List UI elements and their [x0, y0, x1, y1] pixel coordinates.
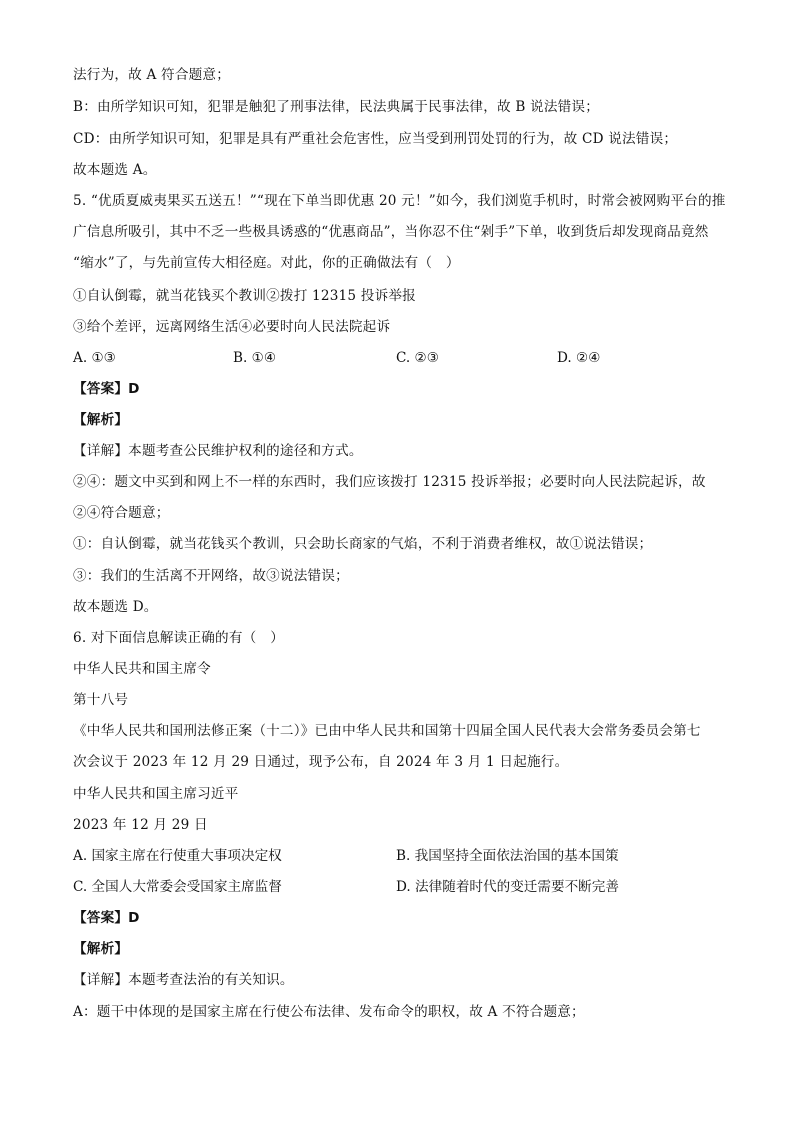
question-5-statement: ①自认倒霉，就当花钱买个教训②拨打 12315 投诉举报 [73, 288, 416, 304]
question-5-option-c: C. ②③ [396, 350, 439, 366]
question-6-stem: 6. 对下面信息解读正确的有（ ） [73, 630, 285, 646]
explanation-line: A：题干中体现的是国家主席在行使公布法律、发布命令的职权，故 A 不符合题意； [73, 1004, 585, 1020]
decree-signatory: 中华人民共和国主席习近平 [73, 786, 239, 802]
analysis-label: 【解析】 [73, 412, 129, 428]
conclusion-line: 故本题选 D。 [73, 599, 158, 615]
question-6-option-c: C. 全国人大常委会受国家主席监督 [73, 879, 282, 895]
answer-label: 【答案】D [73, 910, 140, 926]
decree-number: 第十八号 [73, 692, 129, 708]
text-line: B：由所学知识可知，犯罪是触犯了刑事法律，民法典属于民事法律，故 B 说法错误； [73, 99, 599, 115]
analysis-label: 【解析】 [73, 941, 129, 957]
question-5-option-a: A. ①③ [73, 350, 116, 366]
explanation-line: ②④：题文中买到和网上不一样的东西时，我们应该拨打 12315 投诉举报；必要时向人民法院起诉，故 [73, 474, 706, 490]
question-5-stem: “缩水”了，与先前宣传大相径庭。对此，你的正确做法有（ ） [73, 255, 460, 271]
explanation-line: ②④符合题意； [73, 505, 170, 521]
question-5-statement: ③给个差评，远离网络生活④必要时向人民法院起诉 [73, 319, 391, 335]
decree-date: 2023 年 12 月 29 日 [73, 817, 208, 833]
question-6-option-d: D. 法律随着时代的变迁需要不断完善 [396, 879, 619, 895]
text-line: 法行为，故 A 符合题意； [73, 67, 230, 83]
decree-body: 《中华人民共和国刑法修正案（十二）》已由中华人民共和国第十四届全国人民代表大会常务委员会第七 [73, 723, 701, 739]
detail-explanation: 【详解】本题考查公民维护权利的途径和方式。 [73, 443, 363, 459]
detail-explanation: 【详解】本题考查法治的有关知识。 [73, 972, 294, 988]
question-6-option-b: B. 我国坚持全面依法治国的基本国策 [396, 848, 619, 864]
text-line: CD：由所学知识可知，犯罪是具有严重社会危害性，应当受到刑罚处罚的行为，故 CD 说法错误； [73, 131, 678, 147]
explanation-line: ③：我们的生活离不开网络，故③说法错误； [73, 568, 349, 584]
question-5-option-b: B. ①④ [233, 350, 277, 366]
text-line: 故本题选 A。 [73, 162, 157, 178]
answer-label: 【答案】D [73, 381, 140, 397]
question-5-stem: 5. “优质夏威夷果买五送五！”“现在下单当即优惠 20 元！”如今，我们浏览手机时，时常会被网购平台的推 [73, 193, 726, 209]
question-6-option-a: A. 国家主席在行使重大事项决定权 [73, 848, 282, 864]
decree-title: 中华人民共和国主席令 [73, 661, 211, 677]
explanation-line: ①：自认倒霉，就当花钱买个教训，只会助长商家的气焰，不利于消费者维权，故①说法错误； [73, 536, 653, 552]
decree-body: 次会议于 2023 年 12 月 29 日通过，现予公布，自 2024 年 3 月 1 日起施行。 [73, 754, 569, 770]
question-5-stem: 广信息所吸引，其中不乏一些极具诱惑的“优惠商品”，当你忍不住“剁手”下单，收到货后却发现商品竟然 [73, 224, 709, 240]
question-5-option-d: D. ②④ [557, 350, 601, 366]
